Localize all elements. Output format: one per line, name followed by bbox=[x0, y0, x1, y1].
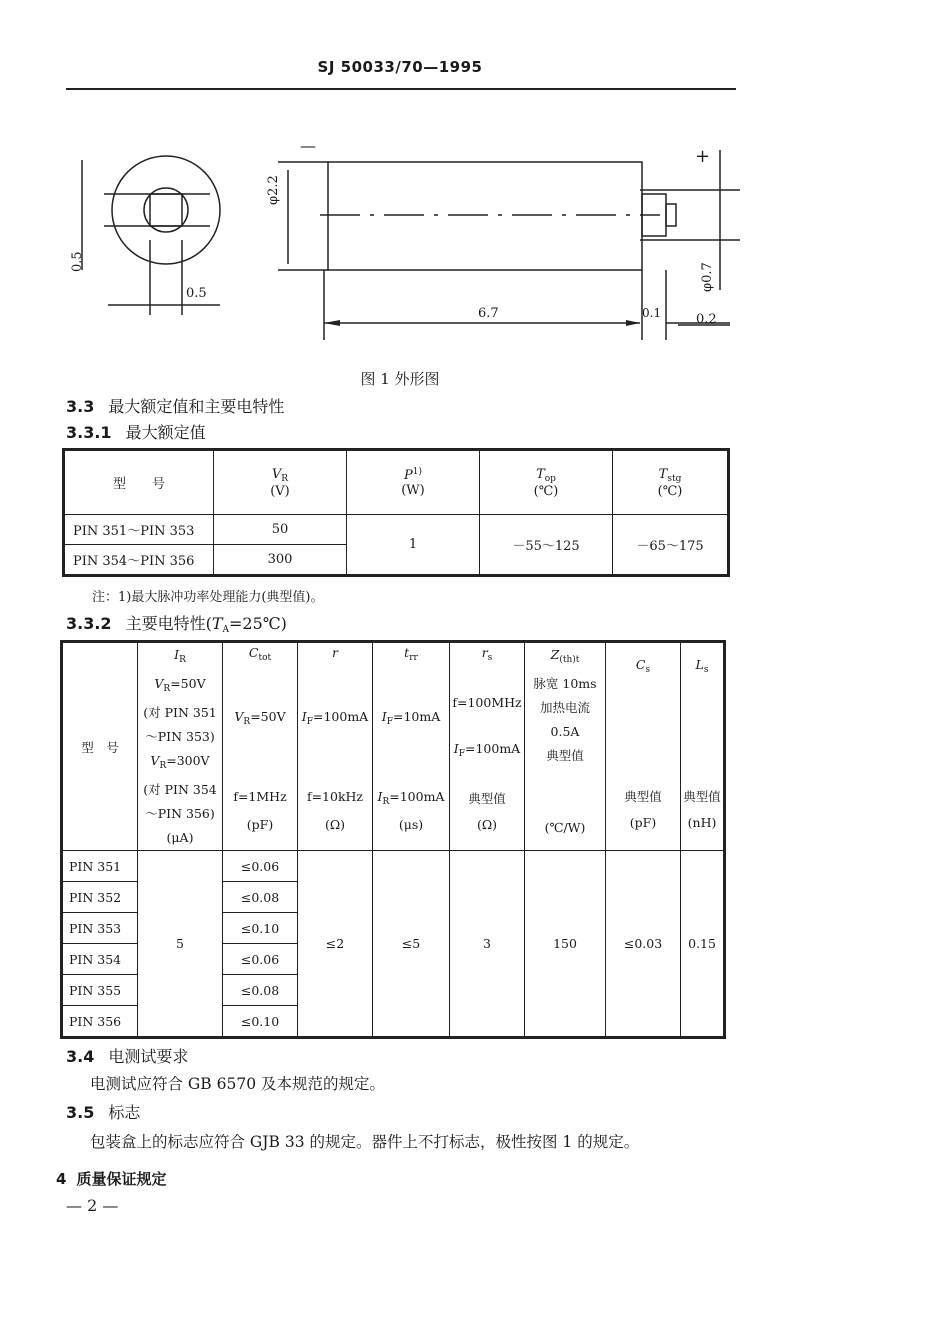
th2-ls: $L_s$ 典型值 (nH) bbox=[681, 643, 724, 851]
section-number: 3.3 bbox=[66, 397, 95, 416]
end-view-outer-circle bbox=[112, 156, 220, 264]
section-3-5 bbox=[66, 1100, 140, 1123]
th2-rs: $r_s$ f=100MHz $I_F=100mA$ 典型值 (Ω) bbox=[450, 643, 525, 851]
document-code: SJ 50033/70—1995 bbox=[317, 58, 483, 76]
section-number: 3.4 bbox=[66, 1047, 95, 1066]
max-ratings-table bbox=[64, 450, 728, 575]
table-row: PIN 354 bbox=[63, 944, 138, 975]
body-outline bbox=[328, 162, 642, 270]
cs-value: ≤0.03 bbox=[606, 851, 681, 1037]
th2-type: 型 号 bbox=[63, 643, 138, 851]
minus-sign: — bbox=[300, 136, 316, 155]
section-3-3-2: 3.3.2 主要电特性$(T_A=25℃)$ bbox=[66, 614, 287, 635]
ctot-value: ≤0.08 bbox=[223, 882, 298, 913]
table-row: PIN 356 bbox=[63, 1006, 138, 1037]
th-p: $P^{1)}$ (W) bbox=[347, 451, 480, 515]
section-number: 3.3.1 bbox=[66, 423, 112, 442]
tstg-value: －65～175 bbox=[613, 515, 728, 575]
th2-zth: $Z_{(th)t}$ 脉宽 10ms 加热电流 0.5A 典型值 (℃/W) bbox=[525, 643, 606, 851]
th2-r: r $I_F=100mA$ f=10kHz (Ω) bbox=[298, 643, 373, 851]
zth-value: 150 bbox=[525, 851, 606, 1037]
dim-square-height: 0.5 bbox=[70, 251, 85, 272]
header-rule bbox=[66, 88, 736, 90]
section-3-4 bbox=[66, 1044, 188, 1067]
section-3-3 bbox=[66, 394, 284, 417]
dim-lead-length: 0.2 bbox=[696, 312, 717, 327]
dim-square-width: 0.5 bbox=[186, 286, 207, 301]
page-number: — 2 — bbox=[66, 1196, 119, 1215]
th-top: $T_{op}$ (℃) bbox=[480, 451, 613, 515]
rs-value: 3 bbox=[450, 851, 525, 1037]
row1-vr: 50 bbox=[214, 515, 347, 545]
row1-type: PIN 351～PIN 353 bbox=[65, 515, 214, 545]
trr-value: ≤5 bbox=[373, 851, 450, 1037]
p-value: 1 bbox=[347, 515, 480, 575]
figure-caption: 图 1 外形图 bbox=[360, 370, 440, 388]
th-type: 型 号 bbox=[65, 451, 214, 515]
end-view-square bbox=[150, 194, 182, 226]
r-value: ≤2 bbox=[298, 851, 373, 1037]
section-title: 最大额定值和主要电特性 bbox=[108, 397, 285, 416]
dim-diameter-body: φ2.2 bbox=[266, 175, 281, 205]
table-row: PIN 352 bbox=[63, 882, 138, 913]
row2-vr: 300 bbox=[214, 545, 347, 575]
section-3-4-text: 电测试应符合 GB 6570 及本规范的规定。 bbox=[90, 1075, 386, 1093]
section-number: 3.5 bbox=[66, 1103, 95, 1122]
th-vr: $V_R$ (V) bbox=[214, 451, 347, 515]
section-3-5-text: 包装盒上的标志应符合 GJB 33 的规定。器件上不打标志，极性按图 1 的规定。 bbox=[90, 1133, 640, 1151]
ctot-value: ≤0.06 bbox=[223, 944, 298, 975]
th2-ir: $I_R$ $V_R=50V$ (对 PIN 351 ～PIN 353) $V_R=300V$ (对 PIN 354 ～PIN 356) (μA) bbox=[138, 643, 223, 851]
th-tstg: $T_{stg}$ (℃) bbox=[613, 451, 728, 515]
th2-trr: $t_{rr}$ $I_F=10mA$ $I_R=100mA$ (μs) bbox=[373, 643, 450, 851]
table-note: 注：1)最大脉冲功率处理能力(典型值)。 bbox=[92, 590, 324, 605]
table-row: PIN 353 bbox=[63, 913, 138, 944]
table-row: PIN 351 bbox=[63, 851, 138, 882]
top-value: －55～125 bbox=[480, 515, 613, 575]
ctot-value: ≤0.06 bbox=[223, 851, 298, 882]
ctot-value: ≤0.08 bbox=[223, 975, 298, 1006]
dim-diameter-lead: φ0.7 bbox=[700, 262, 715, 292]
ctot-value: ≤0.10 bbox=[223, 913, 298, 944]
section-4 bbox=[56, 1168, 166, 1189]
th2-ctot: $C_{tot}$ $V_R=50V$ f=1MHz (pF) bbox=[223, 643, 298, 851]
table-row: PIN 355 bbox=[63, 975, 138, 1006]
electrical-characteristics-table bbox=[62, 642, 724, 1037]
dim-gap: 0.1 bbox=[642, 306, 662, 320]
ir-value: 5 bbox=[138, 851, 223, 1037]
th2-cs: $C_s$ 典型值 (pF) bbox=[606, 643, 681, 851]
ctot-value: ≤0.10 bbox=[223, 1006, 298, 1037]
section-number: 4 bbox=[56, 1170, 67, 1188]
ls-value: 0.15 bbox=[681, 851, 724, 1037]
plus-sign: + bbox=[695, 146, 711, 167]
section-title: 最大额定值 bbox=[125, 423, 206, 442]
section-title: 电测试要求 bbox=[108, 1047, 189, 1066]
section-3-3-1 bbox=[66, 420, 206, 443]
section-title: 质量保证规定 bbox=[76, 1170, 167, 1188]
section-number: 3.3.2 bbox=[66, 614, 112, 633]
row2-type: PIN 354～PIN 356 bbox=[65, 545, 214, 575]
section-title: 标志 bbox=[108, 1103, 141, 1122]
dim-body-length: 6.7 bbox=[478, 306, 499, 321]
